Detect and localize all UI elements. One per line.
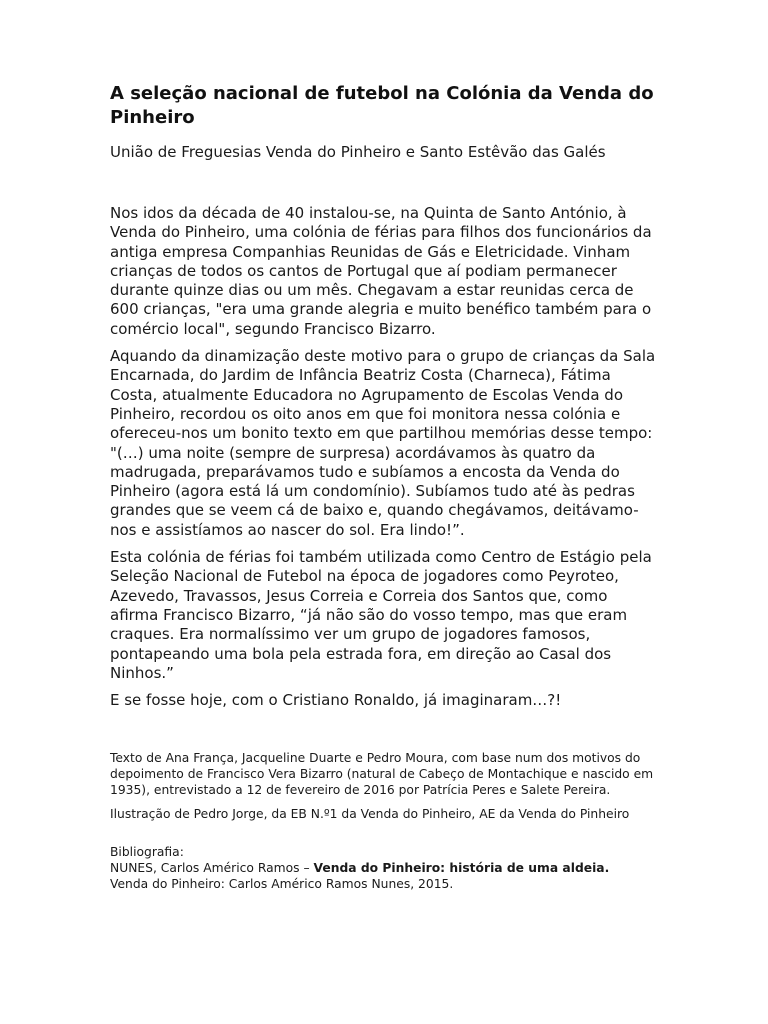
- credits: [110, 750, 660, 822]
- bibliography-heading: Bibliografia:: [110, 845, 184, 860]
- paragraph-national-team: Esta colónia de férias foi também utilizada como Centro de Estágio pela Seleção Nacional de Futebol na época de jogadores como Peyroteo, Azevedo, Travassos, Jesus Correia e Correia dos Santos que, como afirma Francisco Bizarro, “já não são do vosso tempo, mas que eram craques. Era normalíssimo ver um grupo de jogadores famosos, pontapeando uma bola pela estrada fora, em direção ao Casal dos Ninhos.”: [110, 548, 652, 682]
- document-title: A seleção nacional de futebol na Colónia da Venda do Pinheiro: [110, 83, 654, 128]
- body-text: [110, 204, 660, 710]
- bibliography-entry: [110, 860, 660, 876]
- bibliography-author: NUNES, Carlos Américo Ramos –: [110, 861, 314, 876]
- bibliography: [110, 844, 660, 892]
- illustration-note: Ilustração de Pedro Jorge, da EB N.º1 da Venda do Pinheiro, AE da Venda do Pinheiro: [110, 807, 630, 822]
- paragraph-monitor-memories: Aquando da dinamização deste motivo para o grupo de crianças da Sala Encarnada, do Jardim de Infância Beatriz Costa (Charneca), Fátima Costa, atualmente Educadora no Agrupamento de Escolas Venda do Pinheiro, recordou os oito anos em que foi monitora nessa colónia e ofereceu-nos um bonito texto em que partilhou memórias desse tempo: "(…) uma noite (sempre de surpresa) acordávamos às quatro da madrugada, preparávamos tudo e subíamos a encosta da Venda do Pinheiro (agora está lá um condomínio). Subíamos tudo até às pedras grandes que se veem cá de baixo e, quando chegávamos, deitávamo-nos e assistíamos ao nascer do sol. Era lindo!”.: [110, 347, 656, 539]
- paragraph-colony-history: Nos idos da década de 40 instalou-se, na Quinta de Santo António, à Venda do Pinheiro, uma colónia de férias para filhos dos funcionários da antiga empresa Companhias Reunidas de Gás e Eletricidade. Vinham crianças de todos os cantos de Portugal que aí podiam permanecer durante quinze dias ou um mês. Chegavam a estar reunidas cerca de 600 crianças, "era uma grande alegria e muito benéfico também para o comércio local", segundo Francisco Bizarro.: [110, 204, 652, 338]
- bibliography-book-title: Venda do Pinheiro: história de uma aldeia.: [313, 861, 610, 876]
- bibliography-publication: Venda do Pinheiro: Carlos Américo Ramos Nunes, 2015.: [110, 877, 454, 892]
- authors-note: Texto de Ana França, Jacqueline Duarte e Pedro Moura, com base num dos motivos do depoimento de Francisco Vera Bizarro (natural de Cabeço de Montachique e nascido em 1935), entrevistado a 12 de fevereiro de 2016 por Patrícia Peres e Salete Pereira.: [110, 751, 654, 798]
- document-subtitle: União de Freguesias Venda do Pinheiro e Santo Estêvão das Galés: [110, 143, 606, 161]
- document-page: [110, 82, 660, 892]
- paragraph-closing-question: E se fosse hoje, com o Cristiano Ronaldo, já imaginaram…?!: [110, 691, 562, 710]
